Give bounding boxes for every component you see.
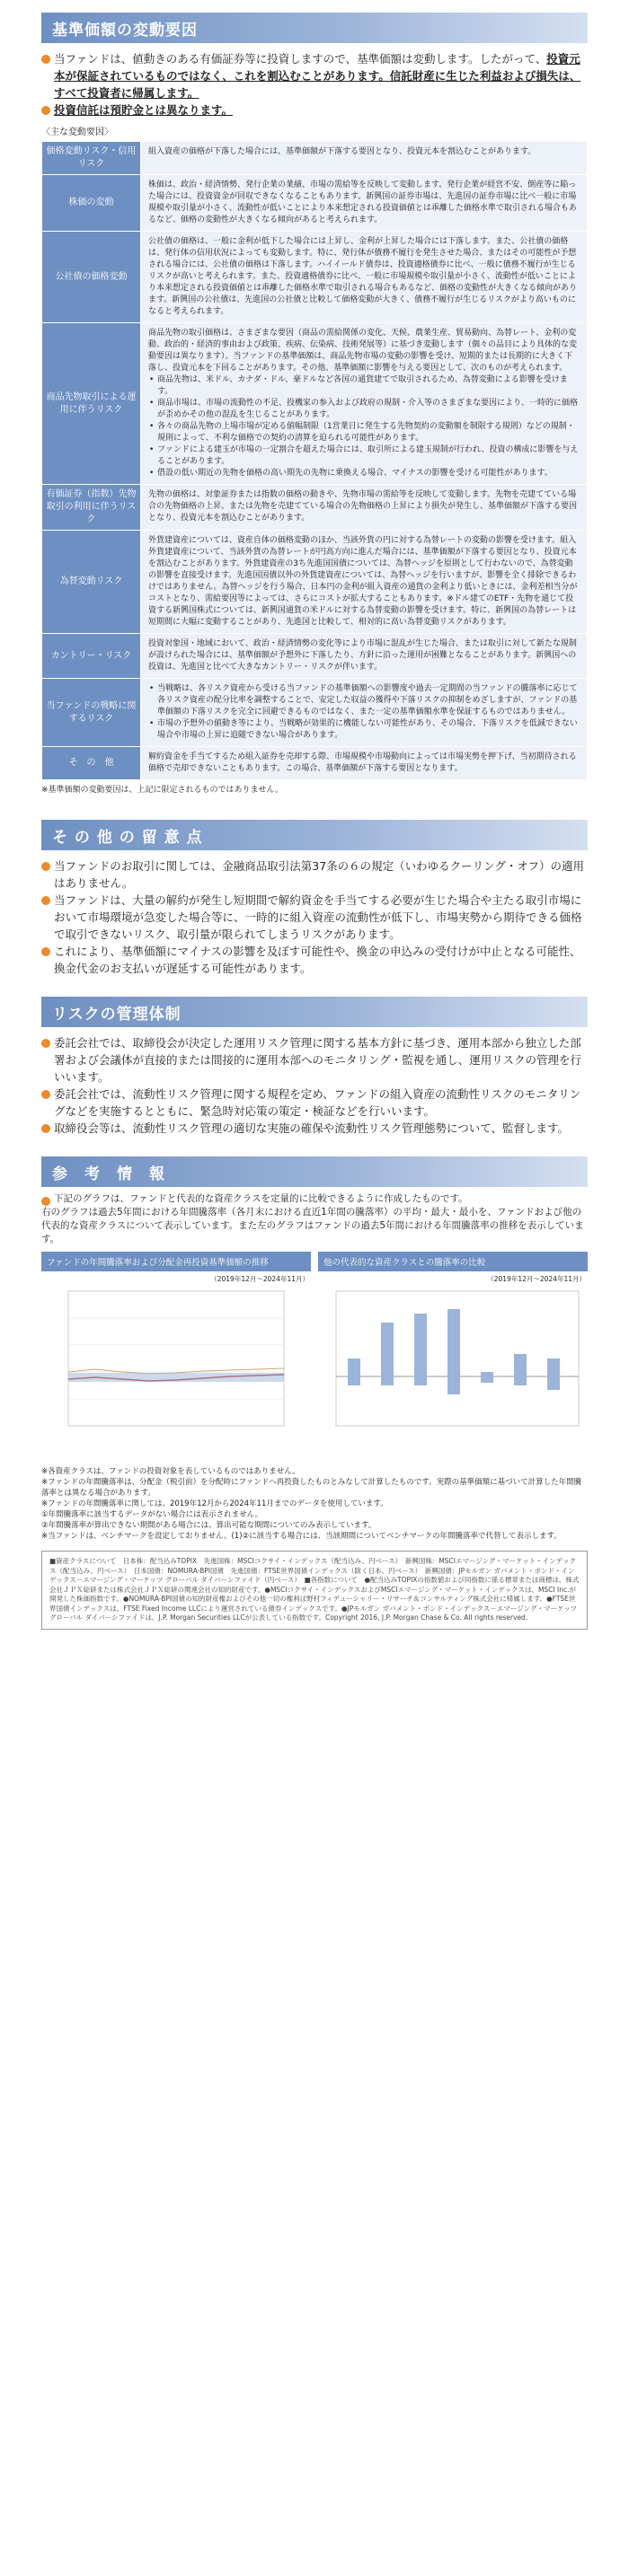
table-note: ※基準価額の変動要因は、上記に限定されるものではありません。 — [41, 786, 284, 795]
table-row: そ の 他 解約資金を手当てするため組入証券を売却する際、市場規模や市場動向によっては市場実勢を押下げ、当初期待される価格で売却できないこともあります。この場合、基準価額が下落する要因となります。 — [42, 747, 588, 780]
bullet-cooling-off: 当ファンドのお取引に関しては、金融商品取引法第37条の６の規定（いわゆるクーリング・オフ）の適用はありません。 — [41, 857, 588, 892]
bullet-rm-3: 取締役会等は、流動性リスク管理の適切な実施の確保や流動性リスク管理態勢について、監督します。 — [41, 1120, 588, 1137]
chart-right: 他の代表的な資産クラスとの騰落率の比較 （2019年12月〜2024年11月） — [318, 1252, 588, 1461]
bullet-rm-1: 委託会社では、取締役会が決定した運用リスク管理に関する基本方針に基づき、運用本部から独立した部署および会議体が直接的または間接的に運用本部へのモニタリング・監視を通し、運用リスクの管理を行いいます。 — [41, 1034, 588, 1086]
sub-heading: 〈主な変動要因〉 — [41, 127, 113, 137]
section-title-reference: 参 考 情 報 — [41, 1156, 588, 1187]
index-notes-box: ■資産クラスについて 日本株：配当込みTOPIX 先進国株：MSCIコクサイ・インデックス（配当込み、円ベース） 新興国株：MSCIエマージング・マーケット・インデックス（配当込み、円ベース） 日本国債：NOMURA-BPI国債 先進国債：FTSE世界国債インデックス（除く日本、円ベース） 新興国債：JPモルガン ガバメント・ボンド・インデックス－エマージング・マーケッツ グローバル ダイバーシファイド（円ベース） ■各指数について ●配当込みTOPIXの指数値および同指数に係る標章または商標は、株式会社ＪＰＸ総研または株式会社ＪＰＸ総研の関連会社の知的財産です。●MSCIコクサイ・インデックスおよびMSCIエマージング・マーケット・インデックスは、MSCI Inc.が開発した株価指数です。●NOMURA-BPI国債の知的財産権およびその他一切の権利は野村フィデューシャリー・リサーチ＆コンサルティング株式会社に帰属します。●FTSE世界国債インデックスは、FTSE Fixed Income LLCにより運営されている債券インデックスです。●JPモルガン ガバメント・ボンド・インデックス－エマージング・マーケッツ グローバル ダイバーシファイドは、J.P. Morgan Securities LLCが公表している指数です。Copyright 2016, J.P. Morgan Chase & Co. All rights reserved. — [41, 1551, 588, 1630]
table-row: 商品先物取引による運用に伴うリスク 商品先物の取引価格は、さまざまな要因（商品の需給関係の変化、天候、農業生産、貿易動向、為替レート、金利の変動、政治的・経済的事由および政策、疾病、伝染病、技術発展等）に基づき変動します（個々の品目により具体的な変動要因は異なります）。当ファンドの基準価額は、商品先物市場の変動の影響を受け、短期的または長期的に大きく下落し、投資元本を下回ることがあります。その他、基準価額に影響を与える要因として、次のものが考えられます。 • 商品先物は、米ドル、カナダ・ドル、豪ドルなど各国の通貨建てで取引されるため、為替変動による影響を受けます。 • 商品市場は、市場の流動性の不足、投機家の参入および政府の規制・介入等のさまざまな要因により、一時的に価格が歪めかその他の混乱を生じることがあります。 • 各々の商品先物の上場市場が定める値幅制限（1営業日に発生する先物契約の変動額を制限する規則）などの規制・規則によって、不利な価格での契約の清算を迫られる可能性があります。 • ファンドによる建玉が市場の一定割合を超えた場合には、取引所による建玉規制が行われ、投資の構成に影響を与えることがあります。 • 借設の低い期近の先物を価格の高い期先の先物に乗換える場合、マイナスの影響を受ける可能性があります。 — [42, 323, 588, 485]
section-title-other-notes: そ の 他 の 留 意 点 — [41, 820, 588, 850]
table-row: 為替変動リスク 外貨建資産については、資産自体の価格変動のほか、当該外貨の円に対する為替レートの変動の影響を受けます。組入外貨建資産について、当該外貨の為替レートが円高方向に進んだ場合には、基準価額が下落する要因となり、投資元本を割込むことがあります。外貨建資産の3ち先進国国債については、為替ヘッジを原則として行わないので、為替変動の影響を直接受けます。先進国国債以外の外貨建資産については、為替ヘッジを行いますが、影響を全く排除できるわけではありません。為替ヘッジを行う場合、日本円の金利が組入資産の通貨の金利より低いときには、金利差相当分がコストとなり、需給要因等によっては、さらにコストが拡大することもあります。※ドル建てのETF・先物を通じて投資する新興国株式については、新興国通貨の米ドルに対する為替変動の影響を受けます。特に、新興国の為替レートは短期間に大幅に変動することがあり、先進国と比較して、相対的に高い為替変動リスクがあります。 — [42, 531, 588, 634]
range-chart — [318, 1287, 588, 1457]
risk-table — [41, 141, 588, 780]
section-title-risk-management: リスクの管理体制 — [41, 997, 588, 1027]
bullet-liquidity: 当ファンドは、大量の解約が発生し短期間で解約資金を手当てする必要が生じた場合や主たる取引市場において市場環境が急変した場合等に、一時的に組入資産の流動性が低下し、市場実勢から期待できる価格で取引できないリスク、取引量が限られてしまうリスクがあります。 — [41, 892, 588, 943]
charts-row — [41, 1252, 588, 1461]
bullet-liquidity-cont: これにより、基準価額にマイナスの影響を及ぼす可能性や、換金の申込みの受付けが中止となる可能性、換金代金のお支払いが遅延する可能性があります。 — [41, 943, 588, 977]
section-title-volatility: 基準価額の変動要因 — [41, 13, 588, 43]
table-row: 有価証券（指数）先物取引の利用に伴うリスク 先物の価格は、対象証券または指数の価格の動きや、先物市場の需給等を反映して変動します。先物を売建てている場合の先物価格の上昇、または先物を売建てている場合の先物価格の上昇により損失が発生し、基準価額が下落する要因となり、投資元本を割込むことがあります。 — [42, 485, 588, 531]
table-row: 株価の変動 株価は、政治・経済情勢、発行企業の業績、市場の需給等を反映して変動します。発行企業が経営不安、倒産等に陥った場合には、投資資金が回収できなくなることもあります。新興国の証券市場は、先進国の証券市場に比べ一般に市場規模や取引量が小さく、流動性が低いことにより本来想定される投資価値とは乖離した価格水準で取引される場合もあるなど、価格の変動性が大きくなる傾向があると考えられます。 — [42, 175, 588, 232]
table-row: 当ファンドの戦略に関するリスク • 当戦略は、各リスク資産から受ける当ファンドの基準価額への影響度や過去一定期間の当ファンドの騰落率に応じて各リスク資産の配分比率を調整することで、安定した収益の獲得や下落リスクの抑制をめざしますが、ファンドの基準価額の下落リスクを完全に回避できるものではなく、また一定の基準価額水準を保証するものではありません。 • 市場の予想外の値動き等により、当戦略が効果的に機能しない可能性があり、その場合、下落リスクを低減できない場合や市場の上昇に追随できない場合があります。 — [42, 679, 588, 747]
ref-desc: 右のグラフは過去5年間における年間騰落率（各月末における直近1年間の騰落率）の平均・最大・最小を、ファンドおよび他の代表的な資産クラスについて表示しています。また左のグラフはファンドの過去5年間における年間騰落率の推移を表示しています。 — [41, 1207, 584, 1244]
bullet-ref: 下記のグラフは、ファンドと代表的な資産クラスを定量的に比較できるように作成したものです。 — [41, 1192, 588, 1206]
bullet-2: 投資信託は預貯金とは異なります。 — [41, 101, 588, 119]
line-chart — [41, 1287, 311, 1457]
bullet-rm-2: 委託会社では、流動性リスク管理に関する規程を定め、ファンドの組入資産の流動性リスクのモニタリングなどを実施するとともに、緊急時対応策の策定・検証などを行いいます。 — [41, 1086, 588, 1120]
chart-left: ファンドの年間騰落率および分配金再投資基準価額の推移 （2019年12月〜2024年11月） — [41, 1252, 311, 1461]
table-row: カントリー・リスク 投資対象国・地域において、政治・経済情勢の変化等により市場に混乱が生じた場合、または取引に対して新たな規制が設けられた場合には、基準価額が予想外に下落したり、方針に沿った運用が困難となることがあります。新興国への投資は、先進国と比べて大きなカントリー・リスクが伴います。 — [42, 634, 588, 679]
bullet-1: 当ファンドは、値動きのある有価証券等に投資しますので、基準価額は変動します。したがって、投資元本が保証されているものではなく、これを割込むことがあります。信託財産に生じた利益および損失は、すべて投資者に帰属します。 — [41, 50, 588, 101]
table-row: 価格変動リスク・信用リスク 組入資産の価格が下落した場合には、基準価額が下落する要因となり、投資元本を割込むことがあります。 — [42, 142, 588, 175]
page — [0, 13, 629, 2576]
chart-notes: ※各資産クラスは、ファンドの投資対象を表しているものではありません。 ※ファンドの年間騰落率は、分配金（税引前）を分配時にファンドへ再投資したものとみなして計算したものです。実際の基準価額に基づいて計算した年間騰落率とは異なる場合があります。 ※ファンドの年間騰落率に関しては、2019年12月から2024年11月までのデータを使用しています。 ①年間騰落率に該当するデータがない場合には表示されません。 ②年間騰落率が算出できない期間がある場合には、算出可能な期間についてのみ表示しています。 ※当ファンドは、ベンチマークを設定しておりません。(1)②に該当する場合には、当該期間についてベンチマークの年間騰落率で代替して表示します。 — [41, 1467, 582, 1541]
table-row: 公社債の価格変動 公社債の価格は、一般に金利が低下した場合には上昇し、金利が上昇した場合には下落します。また、公社債の価格は、発行体の信用状況によっても変動します。特に、発行体が債務不履行を発生させた場合、またはその可能性が予想される場合には、公社債の価格は下落します。ハイイールド債券は、投資適格債券に比べ、一般に債務不履行が生じるリスクが高いと考えられます。また、投資適格債券に比べ、一般に市場規模や取引量が小さく、流動性が低いことにより本来想定される投資価値とは乖離した価格水準で取引される場合もあるなど、価格の変動性が大きくなる傾向があります。新興国の公社債は、先進国の公社債と比較して価格変動が大きく、債務不履行が生じるリスクがより高いものになると考えられます。 — [42, 232, 588, 323]
